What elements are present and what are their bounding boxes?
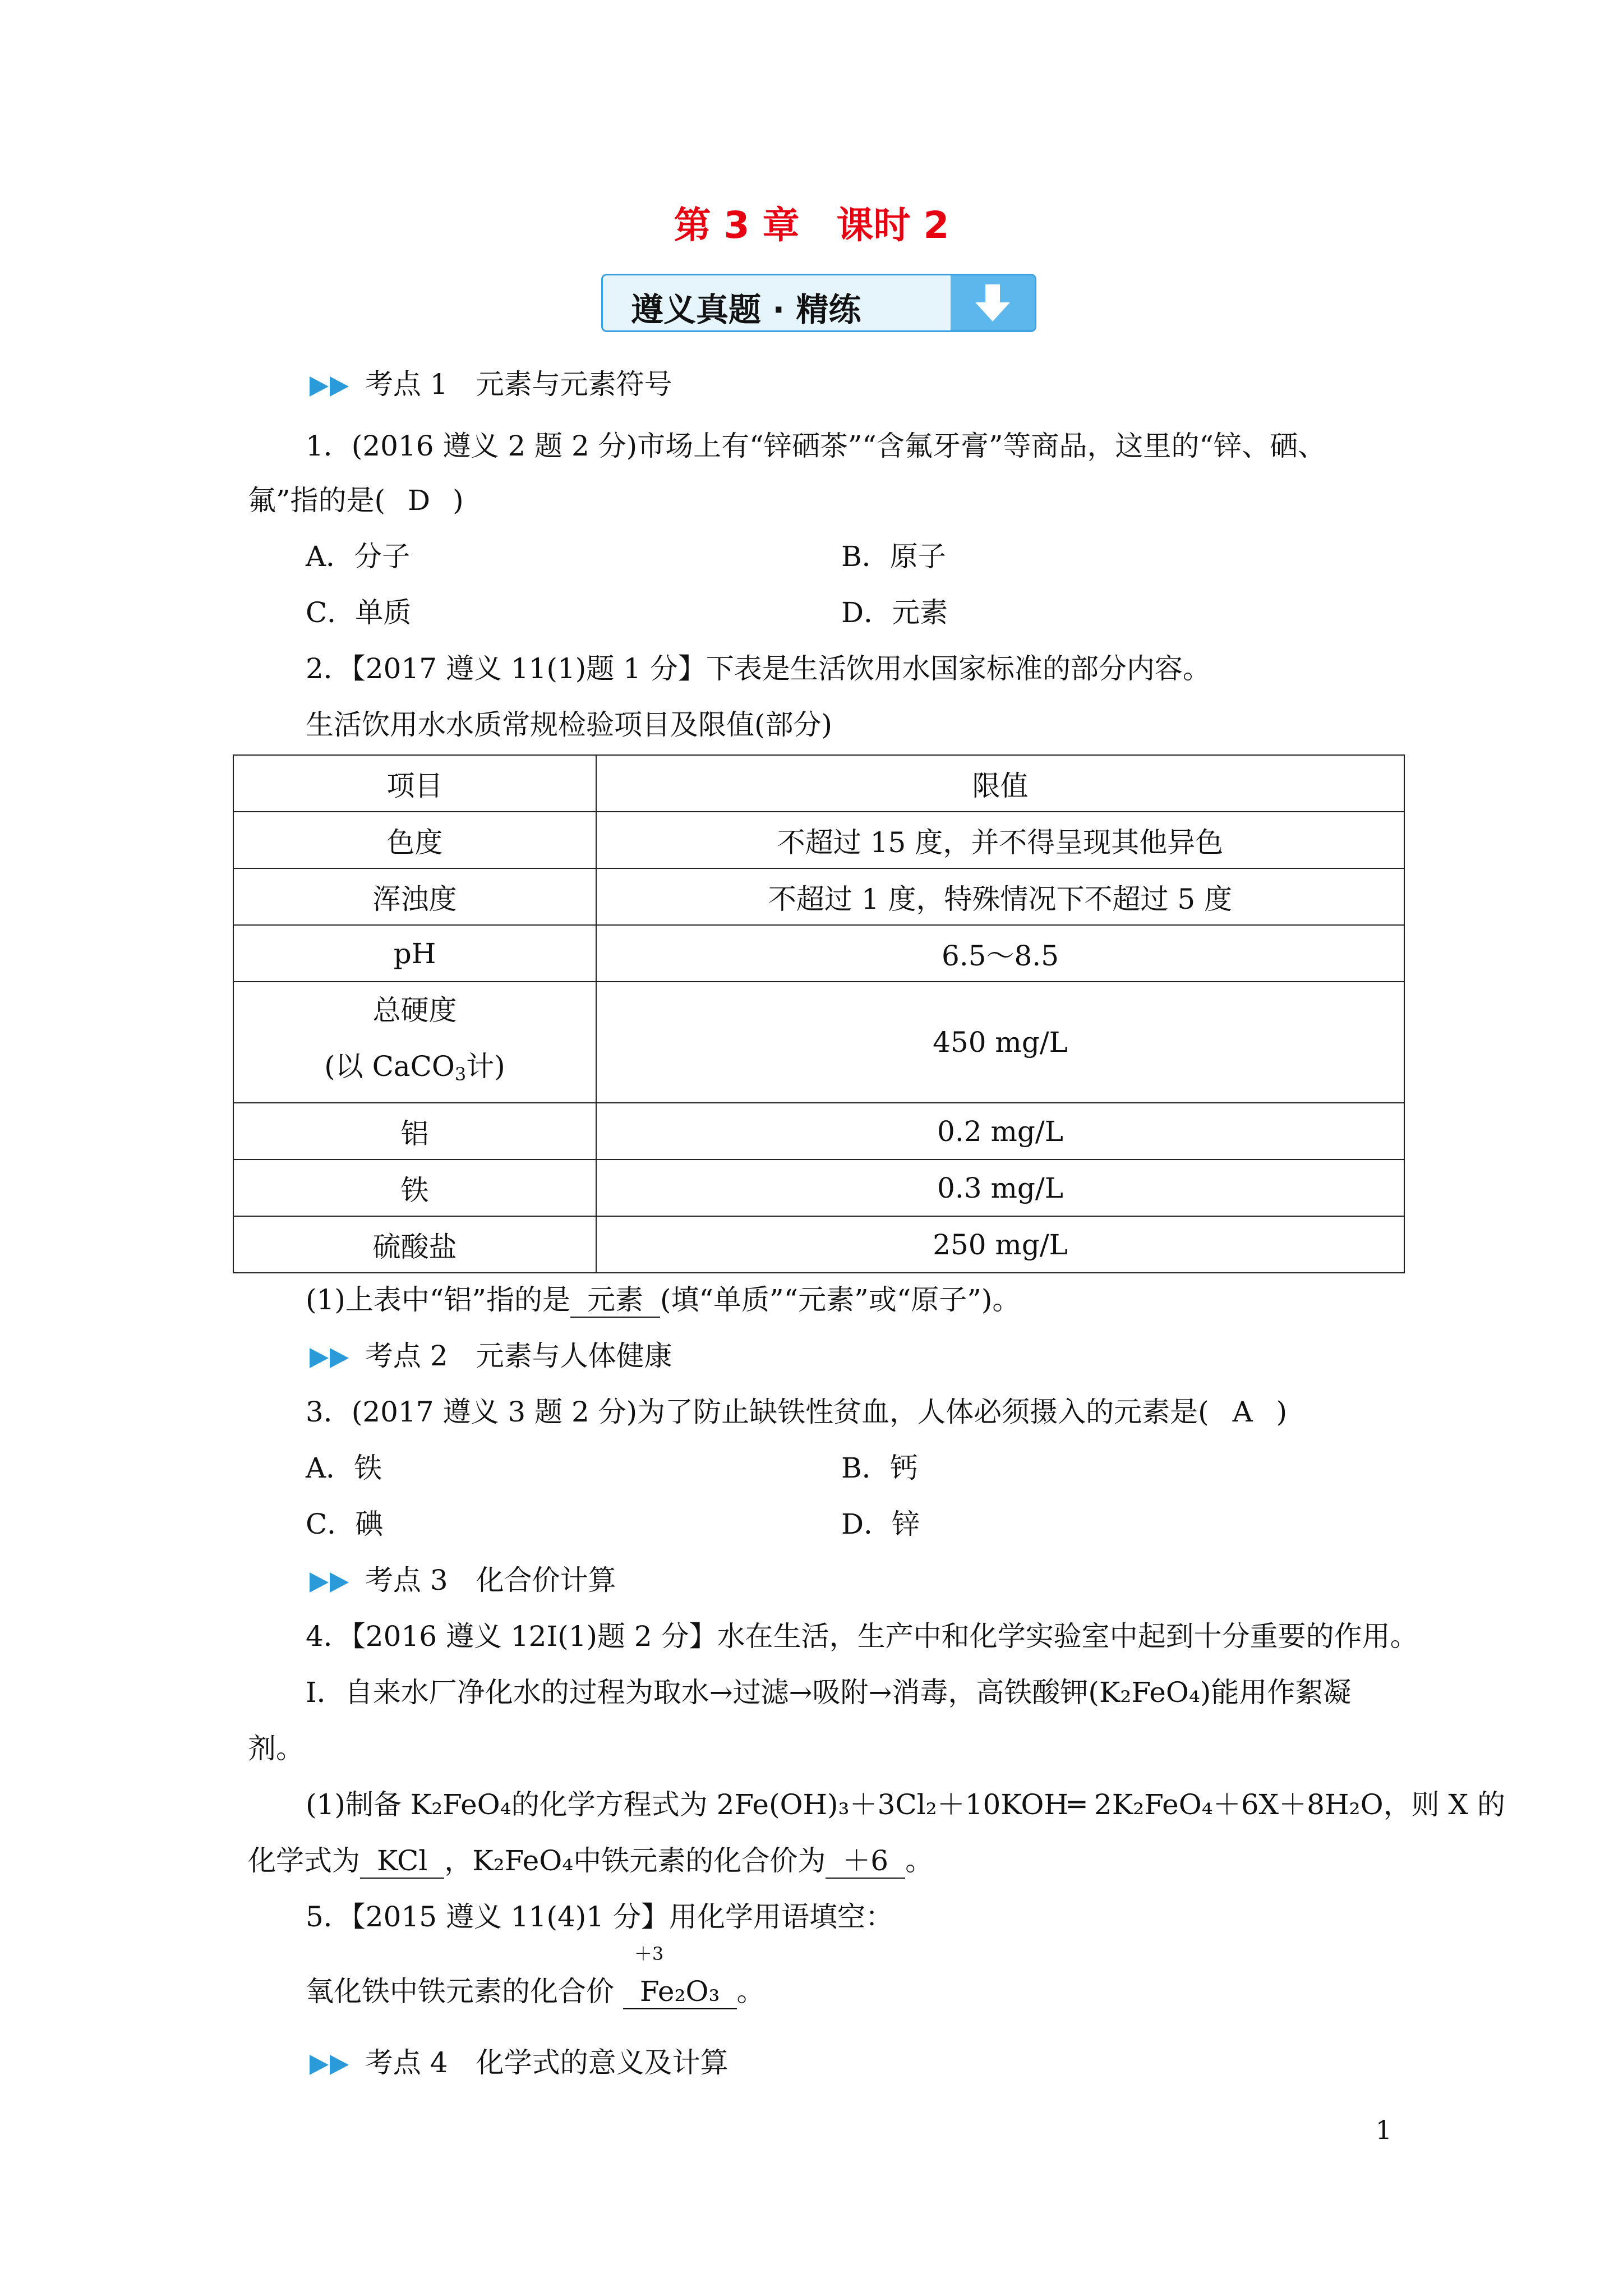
table-cell: 250 mg/L xyxy=(596,1216,1404,1273)
q4-line2: Ⅰ．自来水厂净化水的过程为取水→过滤→吸附→消毒，高铁酸钾(K₂FeO₄)能用作絮凝 xyxy=(306,1676,1352,1709)
table-row xyxy=(233,982,1404,1103)
table-header: 项目 xyxy=(233,755,596,812)
q1-option-d: D．元素 xyxy=(841,596,948,629)
q5-period: 。 xyxy=(736,1975,765,2008)
table-header-row xyxy=(233,755,1404,812)
hardness-note-post: 计) xyxy=(466,1050,505,1083)
q4-stem-mid: ，K₂FeO₄中铁元素的化合价为 xyxy=(444,1844,826,1877)
hardness-note-pre: (以 CaCO xyxy=(324,1050,455,1083)
hardness-note xyxy=(234,1038,596,1102)
section-heading-1 xyxy=(306,362,672,402)
q5-stem: 氧化铁中铁元素的化合价 xyxy=(306,1975,614,2008)
section-heading-4 xyxy=(306,2040,728,2081)
table-row xyxy=(233,1103,1404,1159)
table-cell: 色度 xyxy=(233,812,596,868)
table-row xyxy=(233,1216,1404,1273)
section-banner xyxy=(601,274,1036,332)
q4-answer-formula: KCl xyxy=(360,1844,444,1879)
section-heading-text: 考点 3 化合价计算 xyxy=(365,1564,616,1596)
q1-option-c: C．单质 xyxy=(306,596,412,629)
q5-line1: 5．【2015 遵义 11(4)1 分】用化学用语填空： xyxy=(306,1901,893,1933)
q4-line3: 剂。 xyxy=(248,1732,304,1765)
section-heading-text: 考点 2 元素与人体健康 xyxy=(365,1340,672,1372)
q2-sub1-stem: (1)上表中“铝”指的是 xyxy=(306,1283,570,1316)
table-cell xyxy=(233,982,596,1103)
q5-answer xyxy=(623,1943,737,2009)
banner-text: 遵义真题 · 精练 xyxy=(631,291,861,329)
hardness-label: 总硬度 xyxy=(372,994,457,1027)
section-heading-text: 考点 4 化学式的意义及计算 xyxy=(365,2046,728,2079)
q2-sub1 xyxy=(306,1277,1020,1318)
q5-line2 xyxy=(306,1943,765,2009)
table-cell: 铝 xyxy=(233,1103,596,1159)
q3-stem: 3．(2017 遵义 3 题 2 分)为了防止缺铁性贫血，人体必须摄入的元素是( xyxy=(306,1396,1209,1428)
q1-close-paren: ) xyxy=(453,484,464,517)
q1-option-b: B．原子 xyxy=(841,540,946,573)
table-caption: 生活饮用水水质常规检验项目及限值(部分) xyxy=(306,708,833,741)
double-triangle-icon xyxy=(306,1570,356,1595)
double-triangle-icon xyxy=(306,1346,356,1370)
q4-line1: 4．【2016 遵义 12Ⅰ(1)题 2 分】水在生活，生产中和化学实验室中起到十分重要的作用。 xyxy=(306,1620,1418,1653)
q3-option-b: B．钙 xyxy=(841,1452,918,1484)
q2-sub1-answer: 元素 xyxy=(570,1283,660,1318)
q4-period: 。 xyxy=(905,1844,934,1877)
q5-valence: ＋3 xyxy=(634,1943,664,1964)
double-triangle-icon xyxy=(306,2053,356,2077)
table-cell: 0.3 mg/L xyxy=(596,1159,1404,1216)
hardness-note-sub: 3 xyxy=(454,1064,467,1085)
q3-close-paren: ) xyxy=(1276,1396,1288,1428)
table-header: 限值 xyxy=(596,755,1404,812)
table-cell: 450 mg/L xyxy=(596,982,1404,1103)
q4-line4: (1)制备 K₂FeO₄的化学方程式为 2Fe(OH)₃＋3Cl₂＋10KOH═ 2K₂FeO₄＋6X＋8H₂O，则 X 的 xyxy=(306,1788,1505,1821)
q1-line2 xyxy=(248,478,464,518)
double-triangle-icon xyxy=(306,374,356,399)
table-row xyxy=(233,1159,1404,1216)
q4-answer-valence: ＋6 xyxy=(826,1844,905,1879)
page-number: 1 xyxy=(1375,2115,1392,2145)
table-cell: 铁 xyxy=(233,1159,596,1216)
q3-option-a: A．铁 xyxy=(306,1452,382,1484)
table-row xyxy=(233,925,1404,982)
q3-line1 xyxy=(306,1389,1287,1430)
table-cell: 不超过 1 度，特殊情况下不超过 5 度 xyxy=(596,868,1404,925)
table-cell: pH xyxy=(233,925,596,982)
table-cell: 不超过 15 度，并不得呈现其他异色 xyxy=(596,812,1404,868)
section-heading-text: 考点 1 元素与元素符号 xyxy=(365,368,672,401)
q3-option-d: D．锌 xyxy=(841,1508,920,1540)
table-cell: 浑浊度 xyxy=(233,868,596,925)
q4-line5 xyxy=(248,1838,933,1879)
q3-answer: A xyxy=(1232,1396,1253,1428)
q1-line1: 1．(2016 遵义 2 题 2 分)市场上有“锌硒茶”“含氟牙膏”等商品，这里的“锌、硒、 xyxy=(306,430,1326,462)
table-cell: 0.2 mg/L xyxy=(596,1103,1404,1159)
table-row xyxy=(233,812,1404,868)
q2-sub1-hint: (填“单质”“元素”或“原子”)。 xyxy=(660,1283,1021,1316)
q1-answer: D xyxy=(408,484,431,517)
section-heading-3 xyxy=(306,1558,616,1598)
water-standard-table xyxy=(233,754,1405,1273)
table-cell: 6.5～8.5 xyxy=(596,925,1404,982)
q4-stem: 化学式为 xyxy=(248,1844,360,1877)
q1-stem: 氟”指的是( xyxy=(248,484,386,517)
q1-option-a: A．分子 xyxy=(306,540,411,573)
table-cell: 硫酸盐 xyxy=(233,1216,596,1273)
page-title: 第 3 章 课时 2 xyxy=(674,204,949,247)
q5-answer-formula: Fe₂O₃ xyxy=(639,1975,720,2008)
table-row xyxy=(233,868,1404,925)
section-heading-2 xyxy=(306,1333,672,1374)
q2-line1: 2．【2017 遵义 11(1)题 1 分】下表是生活饮用水国家标准的部分内容。 xyxy=(306,652,1211,685)
q3-option-c: C．碘 xyxy=(306,1508,384,1540)
down-arrow-icon xyxy=(951,275,1035,330)
